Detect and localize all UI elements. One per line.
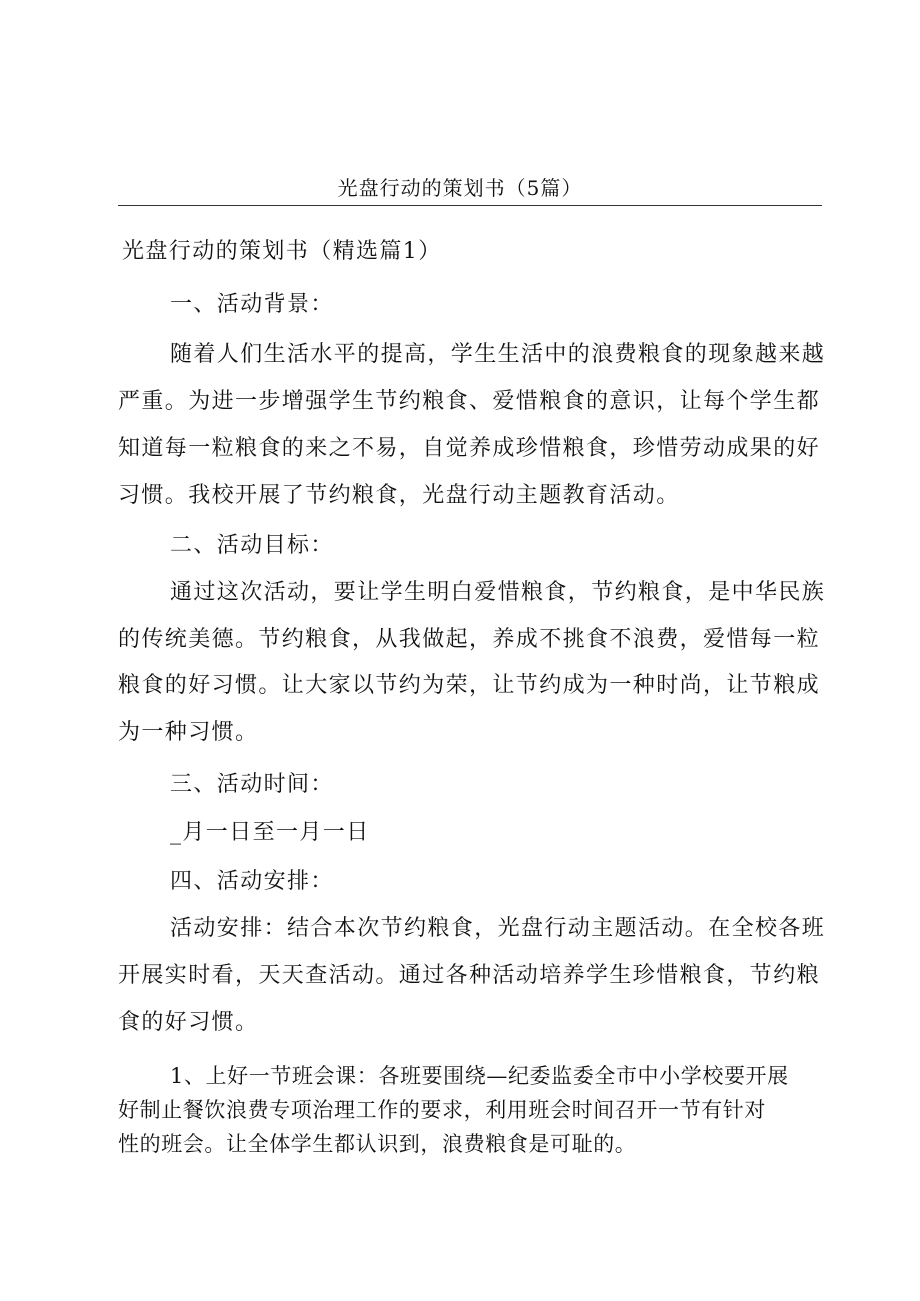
list-item-line: 1、上好一节班会课：各班要围绕—纪委监委全市中小学校要开展 (170, 1064, 789, 1088)
section-title: 光盘行动的策划书（精选篇1） (122, 239, 442, 264)
paragraph-line: 知道每一粒粮食的来之不易，自觉养成珍惜粮食，珍惜劳动成果的好 (118, 436, 821, 461)
paragraph-line: 开展实时看，天天查活动。通过各种活动培养学生珍惜粮食，节约粮 (118, 963, 821, 988)
heading-goals: 二、活动目标： (170, 533, 334, 558)
paragraph-line: 习惯。我校开展了节约粮食，光盘行动主题教育活动。 (118, 483, 680, 508)
paragraph-line: 的传统美德。节约粮食，从我做起，养成不挑食不浪费，爱惜每一粒 (118, 627, 821, 652)
heading-arrangement: 四、活动安排： (170, 869, 334, 894)
list-item-line: 好制止餐饮浪费专项治理工作的要求，利用班会时间召开一节有针对 (118, 1098, 766, 1122)
heading-time: 三、活动时间： (170, 772, 334, 797)
paragraph-line: 通过这次活动，要让学生明白爱惜粮食，节约粮食，是中华民族 (170, 580, 826, 605)
paragraph-line: 随着人们生活水平的提高，学生生活中的浪费粮食的现象越来越 (170, 342, 826, 367)
paragraph-line: 食的好习惯。 (118, 1010, 259, 1035)
document-header-title: 光盘行动的策划书（5篇） (337, 176, 583, 200)
list-item-line: 性的班会。让全体学生都认识到，浪费粮食是可耻的。 (118, 1132, 637, 1156)
paragraph-line: 粮食的好习惯。让大家以节约为荣，让节约成为一种时尚，让节粮成 (118, 673, 821, 698)
paragraph-line: 活动安排：结合本次节约粮食，光盘行动主题活动。在全校各班 (170, 916, 826, 941)
date-range-line: _月一日至一月一日 (170, 820, 370, 845)
header-divider (118, 205, 822, 206)
heading-background: 一、活动背景： (170, 292, 334, 317)
paragraph-line: 严重。为进一步增强学生节约粮食、爱惜粮食的意识，让每个学生都 (118, 389, 821, 414)
paragraph-line: 为一种习惯。 (118, 720, 259, 745)
